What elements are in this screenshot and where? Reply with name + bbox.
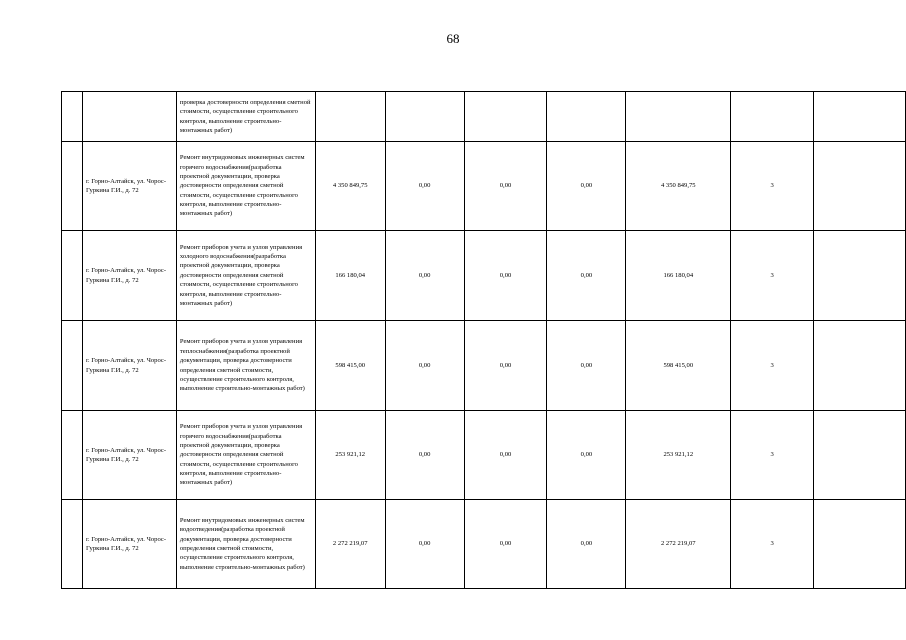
capital-repair-table (61, 91, 906, 589)
cell-address: г. Горно-Алтайск, ул. Чорос-Гуркина Г.И., д. 72 (82, 500, 176, 589)
cell-value-2: 0,00 (464, 231, 547, 321)
cell-value-2: 0,00 (464, 500, 547, 589)
cell-total: 4 350 849,75 (315, 142, 385, 231)
cell-number (62, 500, 83, 589)
cell-extra (814, 142, 906, 231)
cell-address: г. Горно-Алтайск, ул. Чорос-Гуркина Г.И., д. 72 (82, 142, 176, 231)
cell-value-4: 166 180,04 (626, 231, 731, 321)
cell-value-3 (547, 92, 626, 142)
cell-value-4: 2 272 219,07 (626, 500, 731, 589)
cell-description: Ремонт приборов учета и узлов управления горячего водоснабжения(разработка проектной документации, проверка достоверности определения сметной стоимости, осуществление строительного контроля, выполнение строительно-монтажных работ) (176, 411, 315, 500)
cell-description: Ремонт внутридомовых инженерных систем горячего водоснабжения(разработка проектной документации, проверка достоверности определения сметной стоимости, осуществление строительного контроля, выполнение строительно-монтажных работ) (176, 142, 315, 231)
cell-value-3: 0,00 (547, 321, 626, 411)
cell-value-2: 0,00 (464, 411, 547, 500)
cell-description: Ремонт приборов учета и узлов управления теплоснабжения(разработка проектной документации, проверка достоверности определения сметной стоимости, осуществление строительного контроля, выполнение строительно-монтажных работ) (176, 321, 315, 411)
table-row (62, 142, 906, 231)
cell-extra (814, 500, 906, 589)
cell-extra (814, 92, 906, 142)
cell-value-1: 0,00 (385, 231, 464, 321)
cell-value-3: 0,00 (547, 142, 626, 231)
cell-value-4: 598 415,00 (626, 321, 731, 411)
cell-number (62, 92, 83, 142)
cell-value-5 (731, 92, 814, 142)
cell-address: г. Горно-Алтайск, ул. Чорос-Гуркина Г.И., д. 72 (82, 231, 176, 321)
cell-total: 2 272 219,07 (315, 500, 385, 589)
cell-value-1 (385, 92, 464, 142)
cell-number (62, 231, 83, 321)
cell-total: 166 180,04 (315, 231, 385, 321)
cell-address: г. Горно-Алтайск, ул. Чорос-Гуркина Г.И., д. 72 (82, 411, 176, 500)
table-row (62, 321, 906, 411)
cell-value-3: 0,00 (547, 231, 626, 321)
cell-value-1: 0,00 (385, 500, 464, 589)
table-row-continuation (62, 92, 906, 142)
cell-number (62, 321, 83, 411)
cell-description: Ремонт внутридомовых инженерных систем водоотведения(разработка проектной документации, проверка достоверности определения сметной стоимости, осуществление строительного контроля, выполнение строительно-монтажных работ) (176, 500, 315, 589)
cell-number (62, 142, 83, 231)
page-number: 68 (446, 31, 460, 46)
cell-number (62, 411, 83, 500)
cell-extra (814, 411, 906, 500)
cell-value-5: 3 (731, 142, 814, 231)
cell-address: г. Горно-Алтайск, ул. Чорос-Гуркина Г.И., д. 72 (82, 321, 176, 411)
cell-value-5: 3 (731, 500, 814, 589)
cell-total: 598 415,00 (315, 321, 385, 411)
cell-value-2: 0,00 (464, 321, 547, 411)
cell-value-1: 0,00 (385, 321, 464, 411)
cell-value-4: 4 350 849,75 (626, 142, 731, 231)
cell-value-5: 3 (731, 231, 814, 321)
cell-value-5: 3 (731, 411, 814, 500)
cell-value-2: 0,00 (464, 142, 547, 231)
table-row (62, 411, 906, 500)
cell-value-3: 0,00 (547, 411, 626, 500)
cell-value-5: 3 (731, 321, 814, 411)
cell-address (82, 92, 176, 142)
cell-value-1: 0,00 (385, 142, 464, 231)
cell-value-4: 253 921,12 (626, 411, 731, 500)
cell-description: Ремонт приборов учета и узлов управления холодного водоснабжения(разработка проектной документации, проверка достоверности определения сметной стоимости, осуществление строительного контроля, выполнение строительно-монтажных работ) (176, 231, 315, 321)
table-row (62, 231, 906, 321)
cell-description: проверка достоверности определения сметной стоимости, осуществление строительного контроля, выполнение строительно-монтажных работ) (176, 92, 315, 142)
cell-total: 253 921,12 (315, 411, 385, 500)
table-row (62, 500, 906, 589)
cell-total (315, 92, 385, 142)
cell-value-2 (464, 92, 547, 142)
cell-value-4 (626, 92, 731, 142)
cell-extra (814, 321, 906, 411)
cell-value-1: 0,00 (385, 411, 464, 500)
cell-extra (814, 231, 906, 321)
cell-value-3: 0,00 (547, 500, 626, 589)
